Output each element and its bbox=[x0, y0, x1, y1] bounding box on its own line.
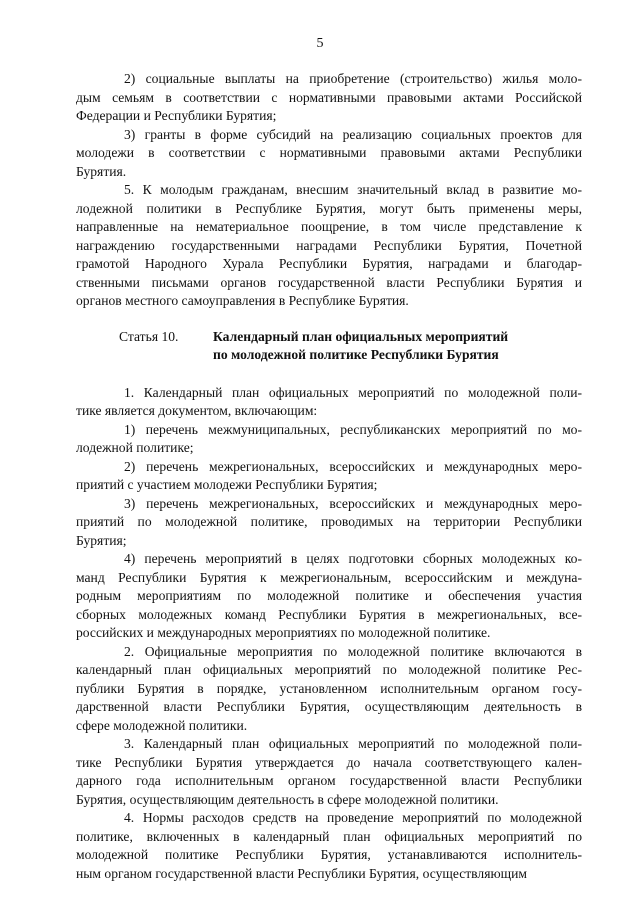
paragraph-line: 5. К молодым гражданам, внесшим значительный вклад в развитие мо- bbox=[124, 182, 582, 197]
paragraph-line: органов местного самоуправления в Республике Бурятия. bbox=[76, 293, 409, 308]
article-title-line-2: по молодежной политике Республики Бурятия bbox=[213, 347, 499, 362]
paragraph-line: 3) перечень межрегиональных, всероссийских и международных меро- bbox=[124, 495, 582, 511]
paragraph-line: приятий по молодежной политике, проводимых на территории Республики bbox=[76, 514, 582, 529]
paragraph bbox=[76, 458, 582, 495]
paragraph-line: российских и международных мероприятиях по молодежной политике. bbox=[76, 625, 491, 640]
paragraph-line: молодежной политике Республики Бурятия, устанавливаются исполнитель- bbox=[76, 847, 582, 862]
paragraph bbox=[76, 809, 582, 883]
article-title-line-1: Календарный план официальных мероприятий bbox=[213, 328, 509, 344]
paragraph-line: 3. Календарный план официальных мероприятий по молодежной поли- bbox=[124, 736, 582, 751]
paragraph-line: публики Бурятия в порядке, установленном исполнительным органом госу- bbox=[76, 680, 582, 696]
paragraph-line: родным мероприятиям по молодежной политике и обеспечения участия bbox=[76, 588, 582, 603]
paragraph-line: 2) социальные выплаты на приобретение (строительство) жилья моло- bbox=[124, 71, 582, 86]
paragraphs-top bbox=[76, 70, 582, 311]
paragraph-line: политике, включенных в календарный план официальных мероприятий по bbox=[76, 828, 582, 844]
paragraph bbox=[76, 70, 582, 126]
paragraph-line: лодежной политике; bbox=[76, 440, 194, 455]
paragraph-line: ственными письмами органов государственной власти Республики Бурятия и bbox=[76, 274, 582, 290]
paragraph-line: грамотой Народного Хурала Республики Бурятия, наградами и благодар- bbox=[76, 256, 582, 271]
paragraph-line: 2) перечень межрегиональных, всероссийских и международных меро- bbox=[124, 458, 582, 474]
paragraph bbox=[76, 181, 582, 311]
paragraph-line: дарного года исполнительным органом государственной власти Республики bbox=[76, 773, 582, 788]
paragraph-line: 1. Календарный план официальных мероприятий по молодежной поли- bbox=[124, 384, 582, 400]
paragraph-line: ным органом государственной власти Республики Бурятия, осуществляющим bbox=[76, 865, 527, 881]
article-heading bbox=[76, 328, 582, 365]
paragraph bbox=[76, 421, 582, 458]
paragraph bbox=[76, 126, 582, 182]
paragraph bbox=[76, 550, 582, 643]
paragraph-line: направленные на нематериальное поощрение, в том числе представление к bbox=[76, 219, 582, 234]
paragraph bbox=[76, 735, 582, 809]
paragraph-line: тике является документом, включающим: bbox=[76, 403, 318, 418]
paragraph-line: дарственной власти Республики Бурятия, осуществляющим деятельность в bbox=[76, 699, 582, 714]
paragraph-line: лодежной политики в Республике Бурятия, могут быть применены меры, bbox=[76, 200, 582, 216]
paragraph-line: 4) перечень мероприятий в целях подготовки сборных молодежных ко- bbox=[124, 551, 582, 566]
paragraph-line: Федерации и Республики Бурятия; bbox=[76, 108, 277, 123]
paragraph-line: молодежи в соответствии с нормативными правовыми актами Республики bbox=[76, 145, 582, 160]
document-body bbox=[76, 70, 582, 883]
paragraph-line: календарный план официальных мероприятий по молодежной политике Рес- bbox=[76, 662, 582, 677]
paragraph bbox=[76, 643, 582, 736]
paragraph-line: 2. Официальные мероприятия по молодежной политике включаются в bbox=[124, 643, 582, 659]
paragraph bbox=[76, 384, 582, 421]
article-label: Статья 10. bbox=[119, 328, 179, 344]
paragraph bbox=[76, 495, 582, 551]
paragraph-line: Бурятия, осуществляющим деятельность в сфере молодежной политики. bbox=[76, 791, 499, 807]
paragraph-line: приятий с участием молодежи Республики Бурятия; bbox=[76, 477, 378, 492]
paragraph-line: 4. Нормы расходов средств на проведение мероприятий по молодежной bbox=[124, 810, 582, 825]
paragraph-line: тике Республики Бурятия утверждается до начала соответствующего кален- bbox=[76, 754, 582, 770]
paragraphs-bottom bbox=[76, 384, 582, 884]
paragraph-line: награждению государственными наградами Республики Бурятия, Почетной bbox=[76, 237, 582, 253]
paragraph-line: Бурятия; bbox=[76, 532, 127, 548]
paragraph-line: 3) гранты в форме субсидий на реализацию социальных проектов для bbox=[124, 126, 582, 142]
page-number: 5 bbox=[316, 36, 324, 51]
paragraph-line: дым семьям в соответствии с нормативными правовыми актами Российской bbox=[76, 89, 582, 105]
paragraph-line: Бурятия. bbox=[76, 163, 127, 179]
paragraph-line: сборных молодежных команд Республики Бурятия в межрегиональных, все- bbox=[76, 606, 582, 622]
paragraph-line: 1) перечень межмуниципальных, республиканских мероприятий по мо- bbox=[124, 421, 582, 437]
paragraph-line: сфере молодежной политики. bbox=[76, 717, 248, 733]
paragraph-line: манд Республики Бурятия к межрегиональным, всероссийским и междуна- bbox=[76, 569, 582, 585]
